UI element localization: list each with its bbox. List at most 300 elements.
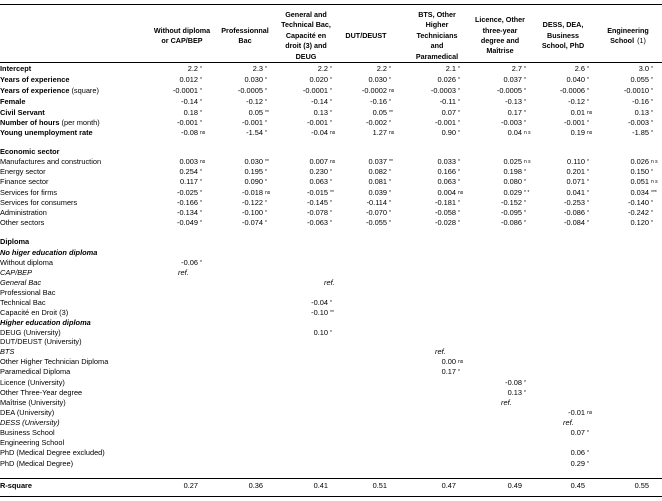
coefficient-value: -0.13 (505, 97, 522, 106)
significance-marker: * (200, 220, 202, 226)
significance-marker: * (265, 66, 267, 72)
row-label (0, 108, 45, 118)
header-line: Without diploma (153, 25, 211, 35)
significance-marker: * (651, 77, 653, 83)
significance-marker: * (330, 110, 332, 116)
header-line: School, PhD (541, 41, 585, 51)
row-label (0, 147, 60, 157)
significance-marker: * (524, 200, 526, 206)
row-label (0, 418, 60, 428)
row-label-text: Manufactures and construction (0, 157, 102, 166)
coefficient-value: 0.18 (183, 108, 198, 117)
coefficient-value: -0.001 (177, 118, 198, 127)
significance-marker: * (587, 159, 589, 165)
coefficient-value: 2.7 (511, 64, 522, 73)
coefficient-value: 0.41 (313, 481, 328, 490)
significance-marker: ** (330, 310, 334, 316)
row-label-text: BTS (0, 347, 15, 356)
significance-marker: * (389, 190, 391, 196)
significance-marker: * (458, 369, 460, 375)
row-label-text: DEA (University) (0, 408, 55, 417)
coefficient-value: -0.003 (628, 118, 649, 127)
coefficient-value: 0.27 (183, 481, 198, 490)
coefficient-value: -0.04 (311, 298, 328, 307)
significance-marker: * (265, 99, 267, 105)
significance-marker: * (265, 220, 267, 226)
row-label-text: Economic sector (0, 147, 60, 156)
row-label-text: PhD (Medical Degree) (0, 459, 74, 468)
header-line: Capacité en (285, 30, 327, 40)
coefficient-value: 3.0 (638, 64, 649, 73)
coefficient-value: 0.029 (503, 188, 522, 197)
column-header (588, 26, 662, 47)
significance-marker: * (330, 200, 332, 206)
header-line: Bac (238, 36, 252, 45)
significance-marker: * (458, 110, 460, 116)
coefficient-value: -0.0003 (430, 86, 456, 95)
significance-marker: * (524, 66, 526, 72)
row-label (0, 177, 48, 187)
coefficient-value: 2.1 (445, 64, 456, 73)
coefficient-value: 0.195 (244, 167, 263, 176)
significance-marker: * (458, 88, 460, 94)
header-line: Technicians (416, 30, 458, 40)
significance-marker: * (651, 200, 653, 206)
coefficient-value: 0.150 (630, 167, 649, 176)
row-label (0, 357, 108, 367)
coefficient-value: 0.05 (372, 108, 387, 117)
row-label (0, 318, 91, 328)
header-line: Maîtrise (486, 46, 514, 56)
coefficient-value: 0.026 (437, 75, 456, 84)
coefficient-value: -0.181 (435, 198, 456, 207)
significance-marker: * (330, 210, 332, 216)
row-label (0, 188, 57, 198)
table-top-rule (0, 4, 662, 5)
coefficient-value: -0.001 (564, 118, 585, 127)
coefficient-value: -0.084 (564, 218, 585, 227)
significance-marker: * (200, 260, 202, 266)
significance-marker: * (265, 200, 267, 206)
row-label-text: DESS (University) (0, 418, 60, 427)
coefficient-value: -0.10 (311, 308, 328, 317)
significance-marker: * (458, 77, 460, 83)
header-line: Business (547, 30, 579, 40)
header-line: droit (3) and (285, 41, 327, 51)
coefficient-value: -0.114 (366, 198, 387, 207)
coefficient-value: -0.028 (435, 218, 456, 227)
coefficient-value: 0.17 (507, 108, 522, 117)
row-label (0, 86, 99, 96)
coefficient-value: 0.039 (368, 188, 387, 197)
significance-marker: * (524, 220, 526, 226)
reference-marker: ref. (324, 278, 335, 287)
row-label (0, 428, 55, 438)
row-label-text: Intercept (0, 64, 32, 73)
row-label (0, 398, 66, 408)
significance-marker: * (587, 210, 589, 216)
row-label (0, 248, 97, 258)
significance-marker: * (389, 120, 391, 126)
significance-marker: ns (265, 190, 271, 196)
significance-marker: * (200, 190, 202, 196)
coefficient-value: -0.001 (307, 118, 328, 127)
header-note: (1) (637, 36, 646, 45)
row-label-text: Years of experience (0, 86, 70, 95)
significance-marker: * (200, 110, 202, 116)
significance-marker: ns (587, 410, 593, 416)
header-line: BTS, Other (418, 10, 456, 19)
coefficient-value: -0.0006 (559, 86, 585, 95)
significance-marker: ** (265, 159, 269, 165)
row-label (0, 208, 47, 218)
coefficient-value: 0.51 (372, 481, 387, 490)
significance-marker: n s (524, 159, 531, 165)
row-label-text: Other Three-Year degree (0, 388, 83, 397)
significance-marker: * (330, 220, 332, 226)
header-line: three-year (482, 25, 518, 35)
significance-marker: * (200, 210, 202, 216)
significance-marker: * (200, 179, 202, 185)
significance-marker: *** (651, 190, 657, 196)
significance-marker: * (389, 66, 391, 72)
coefficient-value: 0.033 (437, 157, 456, 166)
significance-marker: * (587, 220, 589, 226)
row-label-text: CAP/BEP (0, 268, 33, 277)
coefficient-value: -0.015 (307, 188, 328, 197)
row-label (0, 438, 64, 448)
coefficient-value: -0.253 (564, 198, 585, 207)
coefficient-value: 0.166 (437, 167, 456, 176)
row-label-text: Services for firms (0, 188, 58, 197)
header-rule (0, 62, 662, 63)
row-label-text: R-square (0, 481, 33, 490)
row-label-text: Professional Bac (0, 288, 56, 297)
significance-marker: * (265, 169, 267, 175)
coefficient-value: 0.01 (570, 108, 585, 117)
significance-marker: * (587, 450, 589, 456)
coefficient-value: -0.04 (311, 128, 328, 137)
row-label (0, 268, 32, 278)
coefficient-value: 2.2 (317, 64, 328, 73)
coefficient-value: 0.45 (570, 481, 585, 490)
coefficient-value: -0.16 (632, 97, 649, 106)
coefficient-value: -0.0005 (496, 86, 522, 95)
coefficient-value: 2.6 (574, 64, 585, 73)
coefficient-value: -0.086 (501, 218, 522, 227)
coefficient-value: 0.55 (634, 481, 649, 490)
coefficient-value: 0.012 (179, 75, 198, 84)
significance-marker: * (651, 66, 653, 72)
coefficient-value: -0.0001 (302, 86, 328, 95)
coefficient-value: 0.19 (570, 128, 585, 137)
coefficient-value: 0.007 (309, 157, 328, 166)
coefficient-value: 0.080 (503, 177, 522, 186)
significance-marker: * (524, 120, 526, 126)
row-label (0, 448, 105, 458)
row-label-text: Licence (University) (0, 378, 65, 387)
coefficient-value: 0.36 (248, 481, 263, 490)
significance-marker: ns (330, 159, 336, 165)
row-label-text: Without diploma (0, 258, 53, 267)
significance-marker: * (458, 99, 460, 105)
row-label-text: Engineering School (0, 438, 65, 447)
coefficient-value: 0.117 (180, 177, 198, 186)
significance-marker: * (200, 200, 202, 206)
row-label (0, 378, 65, 388)
significance-marker: * (330, 99, 332, 105)
coefficient-value: 0.07 (570, 428, 585, 437)
significance-marker: * (587, 179, 589, 185)
significance-marker: * (651, 220, 653, 226)
row-label (0, 97, 25, 107)
significance-marker: * (524, 179, 526, 185)
row-label-text: Paramedical Diploma (0, 367, 71, 376)
coefficient-value: 0.081 (368, 177, 387, 186)
row-label (0, 337, 82, 347)
significance-marker: ns (389, 130, 395, 136)
header-line: Engineering (607, 25, 649, 35)
coefficient-value: -0.14 (181, 97, 198, 106)
coefficient-value: -0.0010 (623, 86, 649, 95)
row-label-text: DUT/DEUST (University) (0, 337, 82, 346)
significance-marker: * (587, 190, 589, 196)
row-label (0, 198, 77, 208)
coefficient-value: 0.025 (503, 157, 522, 166)
coefficient-value: 0.003 (179, 157, 198, 166)
header-line: Licence, Other (475, 15, 525, 25)
significance-marker: * (524, 99, 526, 105)
coefficient-value: -0.049 (177, 218, 198, 227)
significance-marker: * (458, 210, 460, 216)
significance-marker: ns (200, 130, 206, 136)
coefficient-value: 0.90 (441, 128, 456, 137)
coefficient-value: 0.037 (368, 157, 387, 166)
row-label-text: General Bac (0, 278, 42, 287)
header-line: DEUG (295, 51, 317, 61)
row-label-text: Capacité en Droit (3) (0, 308, 69, 317)
reference-marker: ref. (563, 418, 574, 427)
significance-marker: ns (389, 88, 395, 94)
significance-marker: * (458, 159, 460, 165)
significance-marker: * (330, 88, 332, 94)
coefficient-value: 0.020 (309, 75, 328, 84)
significance-marker: * (330, 179, 332, 185)
significance-marker: * (651, 88, 653, 94)
coefficient-value: 0.071 (566, 177, 585, 186)
coefficient-value: 0.063 (309, 177, 328, 186)
row-label-text: Number of hours (0, 118, 60, 127)
coefficient-value: -0.063 (307, 218, 328, 227)
row-label-note: (square) (71, 86, 99, 95)
row-label-note: (per month) (61, 118, 100, 127)
significance-marker: * (265, 179, 267, 185)
row-label-text: Services for consumers (0, 198, 78, 207)
row-label (0, 308, 68, 318)
coefficient-value: -0.055 (366, 218, 387, 227)
row-label (0, 459, 73, 469)
significance-marker: n s (524, 130, 531, 136)
row-label-text: DEUG (University) (0, 328, 61, 337)
significance-marker: ** (389, 110, 393, 116)
coefficient-value: -0.002 (366, 118, 387, 127)
significance-marker: * (330, 66, 332, 72)
coefficient-value: 0.030 (244, 75, 263, 84)
row-label (0, 75, 69, 85)
coefficient-value: 0.07 (441, 108, 456, 117)
header-line: Paramedical (415, 51, 459, 61)
row-label (0, 347, 14, 357)
header-line: School (610, 36, 635, 45)
significance-marker: * (458, 120, 460, 126)
significance-marker: * (330, 120, 332, 126)
header-line: DESS, DEA, (542, 20, 584, 30)
coefficient-value: -0.0005 (237, 86, 263, 95)
significance-marker: * (587, 169, 589, 175)
significance-marker: * (587, 66, 589, 72)
row-label (0, 64, 31, 74)
significance-marker: * (389, 169, 391, 175)
coefficient-value: 0.13 (313, 108, 328, 117)
significance-marker: * (200, 77, 202, 83)
significance-marker: * (200, 66, 202, 72)
significance-marker: * * (524, 190, 530, 196)
coefficient-value: 2.2 (187, 64, 198, 73)
header-line: Technical Bac, (281, 20, 331, 30)
coefficient-value: -0.001 (435, 118, 456, 127)
significance-marker: * (330, 169, 332, 175)
header-line: Professionnal (221, 25, 269, 35)
significance-marker: * (389, 77, 391, 83)
coefficient-value: -0.078 (307, 208, 328, 217)
coefficient-value: 0.49 (507, 481, 522, 490)
row-label (0, 288, 55, 298)
coefficient-value: -0.12 (246, 97, 263, 106)
coefficient-value: 0.230 (309, 167, 328, 176)
row-label-text: PhD (Medical Degree excluded) (0, 448, 105, 457)
row-label-text: Finance sector (0, 177, 49, 186)
coefficient-value: -0.025 (177, 188, 198, 197)
row-label (0, 128, 93, 138)
coefficient-value: -0.0002 (361, 86, 387, 95)
coefficient-value: 0.063 (437, 177, 456, 186)
coefficient-value: 0.026 (630, 157, 649, 166)
header-line: General and (285, 10, 327, 19)
significance-marker: ns (587, 130, 593, 136)
coefficient-value: -0.134 (177, 208, 198, 217)
significance-marker: * (458, 169, 460, 175)
significance-marker: * (200, 169, 202, 175)
significance-marker: n s (651, 159, 658, 165)
coefficient-value: 0.05 (248, 108, 263, 117)
significance-marker: * (458, 179, 460, 185)
significance-marker: * (330, 77, 332, 83)
coefficient-value: 0.00 (441, 357, 456, 366)
row-label (0, 278, 41, 288)
coefficient-value: 0.090 (244, 177, 263, 186)
row-label-text: Administration (0, 208, 47, 217)
significance-marker: ** (330, 190, 334, 196)
significance-marker: * (389, 210, 391, 216)
significance-marker: * (587, 200, 589, 206)
row-label-text: Higher education diploma (0, 318, 91, 327)
significance-marker: * (458, 130, 460, 136)
row-label (0, 367, 70, 377)
coefficient-value: 0.082 (368, 167, 387, 176)
coefficient-value: -0.058 (435, 208, 456, 217)
significance-marker: ns (587, 110, 593, 116)
row-label (0, 388, 82, 398)
row-label (0, 298, 46, 308)
coefficient-value: -0.01 (568, 408, 585, 417)
significance-marker: * (524, 169, 526, 175)
coefficient-value: -1.54 (246, 128, 263, 137)
significance-marker: * (389, 200, 391, 206)
row-label (0, 167, 46, 177)
coefficient-value: -0.11 (439, 97, 456, 106)
significance-marker: n s (651, 179, 658, 185)
significance-marker: * (651, 120, 653, 126)
coefficient-value: -0.08 (181, 128, 198, 137)
table-bottom-rule (0, 496, 662, 497)
coefficient-value: -0.152 (501, 198, 522, 207)
significance-marker: * (651, 169, 653, 175)
coefficient-value: -0.095 (501, 208, 522, 217)
coefficient-value: 0.030 (368, 75, 387, 84)
significance-marker: * (651, 110, 653, 116)
reference-marker: ref. (178, 268, 189, 277)
row-label (0, 408, 54, 418)
significance-marker: ns (200, 159, 206, 165)
coefficient-value: 0.198 (503, 167, 522, 176)
significance-marker: ** (389, 159, 393, 165)
significance-marker: * (458, 220, 460, 226)
significance-marker: * (330, 330, 332, 336)
row-label-text: Other Higher Technician Diploma (0, 357, 109, 366)
significance-marker: * (587, 77, 589, 83)
coefficient-value: -0.070 (366, 208, 387, 217)
row-label (0, 237, 29, 247)
coefficient-value: 0.254 (179, 167, 198, 176)
row-label (0, 218, 44, 228)
coefficient-value: -0.06 (181, 258, 198, 267)
significance-marker: * (651, 99, 653, 105)
coefficient-value: 1.27 (372, 128, 387, 137)
significance-marker: * (524, 110, 526, 116)
row-label (0, 157, 101, 167)
header-line: and (430, 41, 444, 51)
row-label-text: Maîtrise (University) (0, 398, 66, 407)
coefficient-value: 0.04 (507, 128, 522, 137)
significance-marker: * (265, 210, 267, 216)
significance-marker: ns (458, 190, 464, 196)
significance-marker: * (200, 120, 202, 126)
row-label-text: Energy sector (0, 167, 46, 176)
significance-marker: * (524, 210, 526, 216)
significance-marker: * (389, 220, 391, 226)
row-label-text: Other sectors (0, 218, 45, 227)
significance-marker: * (200, 99, 202, 105)
significance-marker: ns (458, 359, 464, 365)
coefficient-value: -0.0001 (172, 86, 198, 95)
significance-marker: * (265, 120, 267, 126)
coefficient-value: 2.2 (376, 64, 387, 73)
significance-marker: * (587, 99, 589, 105)
coefficient-value: -0.12 (568, 97, 585, 106)
coefficient-value: 0.06 (570, 448, 585, 457)
coefficient-value: 0.47 (441, 481, 456, 490)
coefficient-value: -0.003 (501, 118, 522, 127)
